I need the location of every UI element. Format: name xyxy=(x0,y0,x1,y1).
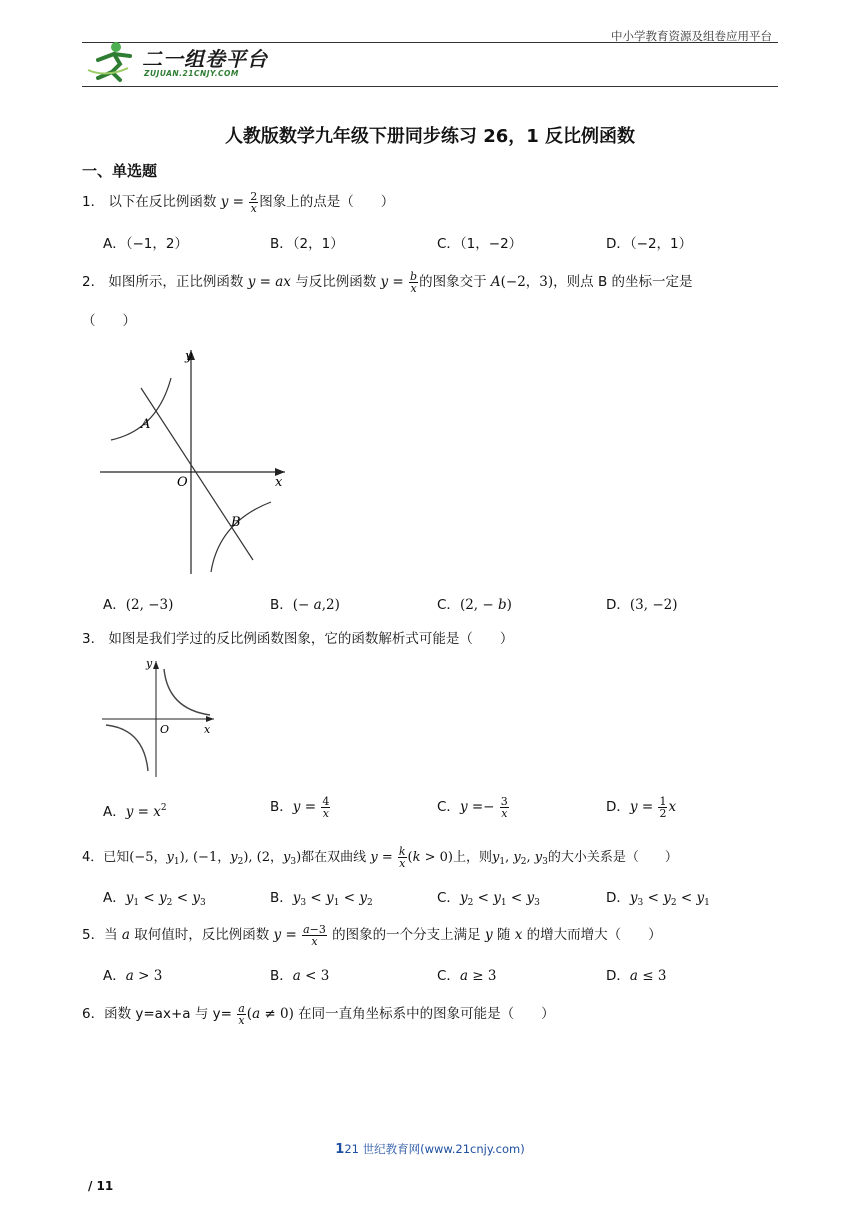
question-text: 已知 xyxy=(103,850,130,865)
question-text-end: 的大小关系是（ ） xyxy=(547,850,678,865)
footer-site: 21 世纪教育网(www.21cnjy.com) xyxy=(344,1142,525,1156)
fig1-origin-label: O xyxy=(177,475,188,490)
question-text: 如图所示，正比例函数 xyxy=(108,274,244,290)
q4-option-d: D．$y_3 < y_2 < y_1$ xyxy=(606,890,710,908)
q2-option-b: B．(− a,2) xyxy=(270,597,340,613)
fig2-x-label: x xyxy=(204,723,211,736)
question-3 xyxy=(82,627,513,647)
q1-option-d: D．（−2，1） xyxy=(606,236,693,252)
q2-option-c: C．(2, − b) xyxy=(437,597,512,613)
fig1-y-label: y xyxy=(185,349,193,364)
figure-inverse-proportion-2 xyxy=(98,655,223,780)
question-number: 1． xyxy=(82,194,105,210)
fig1-point-b: B xyxy=(231,515,241,530)
q1-option-a: A．（−1，2） xyxy=(103,236,188,252)
question-text-end: ，则点 B 的坐标一定是 xyxy=(553,274,693,290)
fig1-x-label: x xyxy=(275,475,283,490)
question-number: 2． xyxy=(82,274,105,290)
fig2-y-label: y xyxy=(146,657,153,670)
question-text: 以下在反比例函数 xyxy=(108,194,217,210)
question-number: 6． xyxy=(82,1006,105,1022)
question-5: 5．当 a 取何值时，反比例函数 y = $\frac{a-3}{x}$ 的图象的一个分支上满足 y 随 x 的增大而增大（ ） xyxy=(82,922,662,948)
q5-option-d: D．a ≤ 3 xyxy=(606,968,667,984)
logo-title: 二一组卷平台 xyxy=(142,47,268,71)
question-text-end: 在同一直角坐标系中的图象可能是（ ） xyxy=(298,1006,555,1022)
question-text: 函数 y=ax+a 与 y= xyxy=(104,1006,232,1022)
q4-option-c: C．$y_2 < y_1 < y_3$ xyxy=(437,890,540,908)
q3-option-a: A．$y = x^2$ xyxy=(103,803,167,820)
page-count: / 11 xyxy=(88,1179,114,1193)
question-text-end: 图象上的点是（ ） xyxy=(259,194,395,210)
question-number: 4． xyxy=(82,850,104,865)
q3-option-d: D．y = $\frac{1}{2}$ x xyxy=(606,794,677,820)
question-text-mid1: 取何值时，反比例函数 xyxy=(134,927,270,943)
question-6: 6．函数 y=ax+a 与 y= $\frac{a}{x}$ (a ≠ 0) 在同一直角坐标系中的图象可能是（ ） xyxy=(82,1001,555,1027)
q2-option-a: A．(2, −3) xyxy=(103,597,174,613)
q5-option-a: A．a > 3 xyxy=(103,968,163,984)
question-1: 1． 以下在反比例函数 y = $\frac{2}{x}$ 图象上的点是（ ） xyxy=(82,189,395,215)
q1-option-b: B．（2，1） xyxy=(270,236,344,252)
figure-inverse-proportion-1 xyxy=(95,342,295,577)
question-text-mid2: 的图象的一个分支上满足 xyxy=(332,927,481,943)
question-text-end: 的增大而增大（ ） xyxy=(526,927,662,943)
page-title: 人教版数学九年级下册同步练习 26，1 反比例函数 xyxy=(224,126,636,147)
question-text-mid: 都在双曲线 xyxy=(301,850,367,865)
question-2-cont: （ ） xyxy=(82,313,136,329)
question-text-post: 上，则 xyxy=(453,850,493,865)
question-number: 5． xyxy=(82,927,105,943)
q5-option-c: C．a ≥ 3 xyxy=(437,968,497,984)
q4-option-a: A．$y_1 < y_2 < y_3$ xyxy=(103,890,206,908)
question-number: 3． xyxy=(82,631,105,647)
q1-option-c: C．（1，−2） xyxy=(437,236,523,252)
question-text: 如图是我们学过的反比例函数图象，它的函数解析式可能是（ ） xyxy=(108,631,514,647)
q2-option-d: D．(3, −2) xyxy=(606,597,678,613)
question-text-post: 的图象交于 xyxy=(419,274,487,290)
header-bottom-line xyxy=(82,86,778,87)
fig1-point-a: A xyxy=(141,417,151,432)
question-text-mid: 与反比例函数 xyxy=(295,274,377,290)
footer-page-number: 1 xyxy=(335,1142,345,1157)
footer xyxy=(0,1141,860,1157)
fig2-origin-label: O xyxy=(160,723,170,736)
q5-option-b: B．a < 3 xyxy=(270,968,330,984)
platform-name: 中小学教育资源及组卷应用平台 xyxy=(611,29,772,43)
section-heading: 一、单选题 xyxy=(82,162,158,180)
question-text-mid3: 随 xyxy=(496,927,511,943)
q3-option-b: B．y = $\frac{4}{x}$ xyxy=(270,794,330,820)
question-2: 2． 如图所示，正比例函数 y = ax 与反比例函数 y = $\frac{b}{x}$ 的图象交于 A(−2，3)，则点 B 的坐标一定是 xyxy=(82,269,693,295)
logo xyxy=(86,40,286,84)
question-text: 当 xyxy=(104,927,118,943)
question-4: 4．已知(−5，$y_1$), (−1，$y_2$), (2，$y_3$)都在双曲线 y = $\frac{k}{x}$ (k > 0)上，则$y_1$, $y_2$, $y_3$的大小关系是（ ） xyxy=(82,845,678,870)
q4-option-b: B．$y_3 < y_1 < y_2$ xyxy=(270,890,373,908)
logo-subtitle: ZUJUAN.21CNJY.COM xyxy=(144,69,239,78)
q3-option-c: C．y =− $\frac{3}{x}$ xyxy=(437,794,508,820)
